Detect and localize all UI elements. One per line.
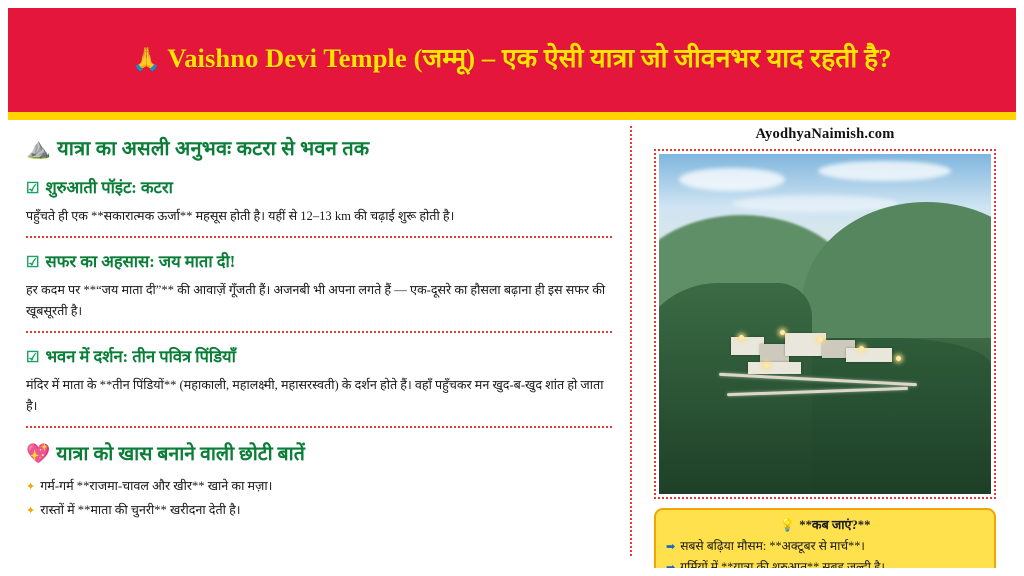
- sub-heading-2: [26, 249, 612, 272]
- paragraph-2: हर कदम पर **“जय माता दी”** की आवाज़ें गूँजती हैं। अजनबी भी अपना लगते हैं — एक-दूसरे का हौसला बढ़ाना ही इस सफर की खूबसूरती है।: [26, 283, 606, 318]
- building: [748, 362, 802, 374]
- content-block-2: [26, 249, 612, 321]
- tips-list: [26, 476, 612, 520]
- mountain-icon: ⛰️: [26, 138, 52, 160]
- accent-bar: [8, 112, 1016, 120]
- info-line: [666, 537, 984, 556]
- cloud-shape: [732, 195, 898, 212]
- cloud-shape: [818, 161, 951, 181]
- section-heading: [26, 134, 612, 161]
- left-column: [8, 120, 630, 568]
- lightbulb-icon: 💡: [779, 518, 796, 532]
- content-block-1: [26, 175, 612, 226]
- list-item-text: रास्तों में **माता की चुनरी** खरीदना देती है।: [40, 502, 241, 517]
- info-box-title: [666, 516, 984, 533]
- photo-frame: [654, 149, 996, 499]
- walkway: [719, 372, 916, 385]
- info-box: [654, 508, 996, 576]
- header-banner: [8, 8, 1016, 112]
- temple-photo: [659, 154, 991, 494]
- sub-heading-1: [26, 175, 612, 198]
- divider-3: [26, 426, 612, 428]
- divider-1: [26, 236, 612, 238]
- info-line-text: सबसे बढ़िया मौसम: **अक्टूबर से मार्च**।: [680, 539, 865, 553]
- content-area: [8, 120, 1016, 568]
- page-title: [132, 41, 891, 76]
- tips-heading-text: यात्रा को खास बनाने वाली छोटी बातें: [56, 443, 305, 465]
- tips-heading: [26, 439, 612, 466]
- list-item: [26, 500, 612, 521]
- check-icon: ☑: [26, 350, 40, 367]
- praying-hands-icon: 🙏: [132, 46, 162, 72]
- star-icon: ✦: [26, 480, 36, 493]
- light-glow: [859, 346, 864, 351]
- walkway: [727, 387, 908, 396]
- divider-2: [26, 331, 612, 333]
- list-item: [26, 476, 612, 497]
- check-icon: ☑: [26, 181, 40, 197]
- list-item-text: गर्म-गर्म **राजमा-चावल और खीर** खाने का मज़ा।: [40, 478, 273, 493]
- sub-heading-1-text: शुरुआती पॉइंट: कटरा: [45, 178, 173, 197]
- page-title-text: Vaishno Devi Temple (जम्मू) – एक ऐसी यात्रा जो जीवनभर याद रहती है?: [167, 42, 892, 73]
- star-icon: ✦: [26, 504, 36, 517]
- shrine-complex: [719, 310, 925, 398]
- paragraph-1: पहुँचते ही एक **सकारात्मक ऊर्जा** महसूस होती है। यहीं से 12–13 km की चढ़ाई शुरू होती है।: [26, 209, 455, 223]
- light-glow: [818, 337, 823, 342]
- heart-icon: 💖: [26, 443, 51, 465]
- sub-heading-3-text: भवन में दर्शन: तीन पवित्र पिंडियाँ: [45, 347, 236, 367]
- building: [846, 348, 891, 362]
- section-heading-text: यात्रा का असली अनुभवः कटरा से भवन तक: [57, 138, 370, 160]
- info-box-title-text: **कब जाएं?**: [799, 518, 871, 532]
- sub-heading-3: [26, 344, 612, 367]
- arrow-icon: ➡: [666, 541, 676, 553]
- sub-heading-2-text: सफर का अहसास: जय माता दी!: [45, 252, 236, 272]
- bottom-strip: [0, 568, 1024, 576]
- site-brand: AyodhyaNaimish.com: [755, 126, 895, 142]
- content-block-3: [26, 344, 612, 416]
- check-icon: ☑: [26, 255, 40, 272]
- paragraph-3: मंदिर में माता के **तीन पिंडियों** (महाकाली, महालक्ष्मी, महासरस्वती) के दर्शन होते हैं। वहाँ पहुँचकर मन खुद-ब-खुद शांत हो जाता है।: [26, 378, 604, 413]
- light-glow: [896, 356, 901, 361]
- right-column: [632, 120, 1016, 568]
